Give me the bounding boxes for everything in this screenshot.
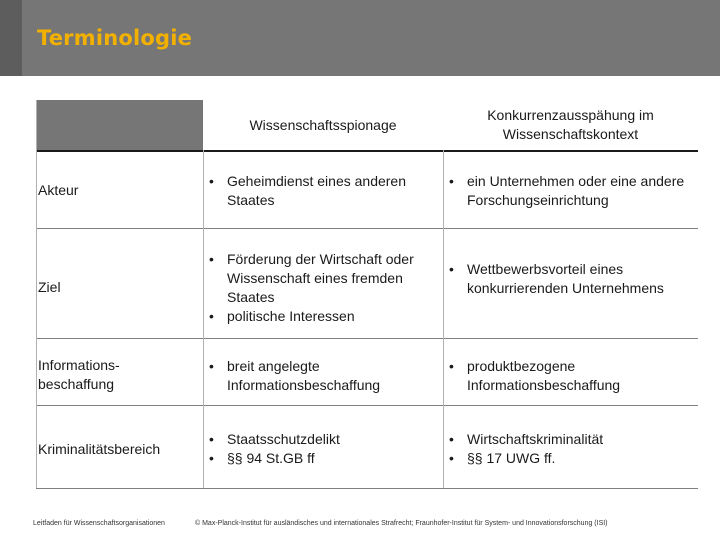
cell-info-col2 xyxy=(443,357,698,395)
row-divider xyxy=(36,228,698,229)
header-col2: Konkurrenzausspähung im Wissenschaftskontext xyxy=(487,107,654,142)
bullet-icon: • xyxy=(209,173,214,189)
bullet-icon: • xyxy=(449,173,454,189)
bullet-icon: • xyxy=(209,251,214,267)
row-label-ziel: Ziel xyxy=(38,279,61,295)
bullet-text: breit angelegte Informationsbeschaffung xyxy=(227,358,381,393)
cell-info-col1 xyxy=(203,357,443,395)
bullet-icon: • xyxy=(209,308,214,324)
header-col1: Wissenschaftsspionage xyxy=(249,116,397,133)
cell-ziel-col2 xyxy=(443,260,698,298)
bullet-text: produktbezogene Informationsbeschaffung xyxy=(467,358,621,393)
row-divider xyxy=(36,405,698,406)
title-accent xyxy=(0,0,22,76)
cell-akteur-col1 xyxy=(203,172,443,210)
bullet-icon: • xyxy=(449,450,454,466)
bullet-text: politische Interessen xyxy=(227,308,355,324)
footer-left: Leitfaden für Wissenschaftsorganisationen xyxy=(33,520,165,527)
bullet-text: §§ 17 UWG ff. xyxy=(467,450,556,466)
bullet-text: Wirtschaftskriminalität xyxy=(467,431,604,447)
table-bottom-line xyxy=(36,488,698,489)
row-label-akteur: Akteur xyxy=(38,182,79,198)
table-left-border xyxy=(36,100,37,488)
bullet-text: Wettbewerbsvorteil eines konkurrierenden Unternehmens xyxy=(467,261,664,296)
row-divider xyxy=(36,338,698,339)
footer-right: © Max-Planck-Institut für ausländisches und internationales Strafrecht; Fraunhofer-Institut für System- und Innovationsforschung (ISI) xyxy=(195,520,608,527)
bullet-icon: • xyxy=(209,358,214,374)
bullet-icon: • xyxy=(449,358,454,374)
bullet-icon: • xyxy=(449,261,454,277)
bullet-text: §§ 94 St.GB ff xyxy=(227,450,315,466)
header-divider xyxy=(36,150,698,152)
bullet-icon: • xyxy=(209,431,214,447)
bullet-text: Staatsschutzdelikt xyxy=(227,431,340,447)
bullet-text: Geheimdienst eines anderen Staates xyxy=(227,173,407,208)
page-title: Terminologie xyxy=(37,26,193,50)
bullet-icon: • xyxy=(449,431,454,447)
row-label-kriminalitaetsbereich: Kriminalitätsbereich xyxy=(38,441,161,457)
cell-ziel-col1 xyxy=(203,250,428,326)
bullet-text: ein Unternehmen oder eine andere Forschungseinrichtung xyxy=(467,173,685,208)
cell-akteur-col2 xyxy=(443,172,698,210)
bullet-icon: • xyxy=(209,450,214,466)
row-label-informationsbeschaffung: Informations-beschaffung xyxy=(38,357,120,392)
cell-krim-col2 xyxy=(443,430,698,468)
terminology-table xyxy=(36,100,698,488)
bullet-text: Förderung der Wirtschaft oder Wissenschaft eines fremden Staates xyxy=(227,251,414,305)
header-empty-cell xyxy=(36,100,203,150)
cell-krim-col1 xyxy=(203,430,443,468)
